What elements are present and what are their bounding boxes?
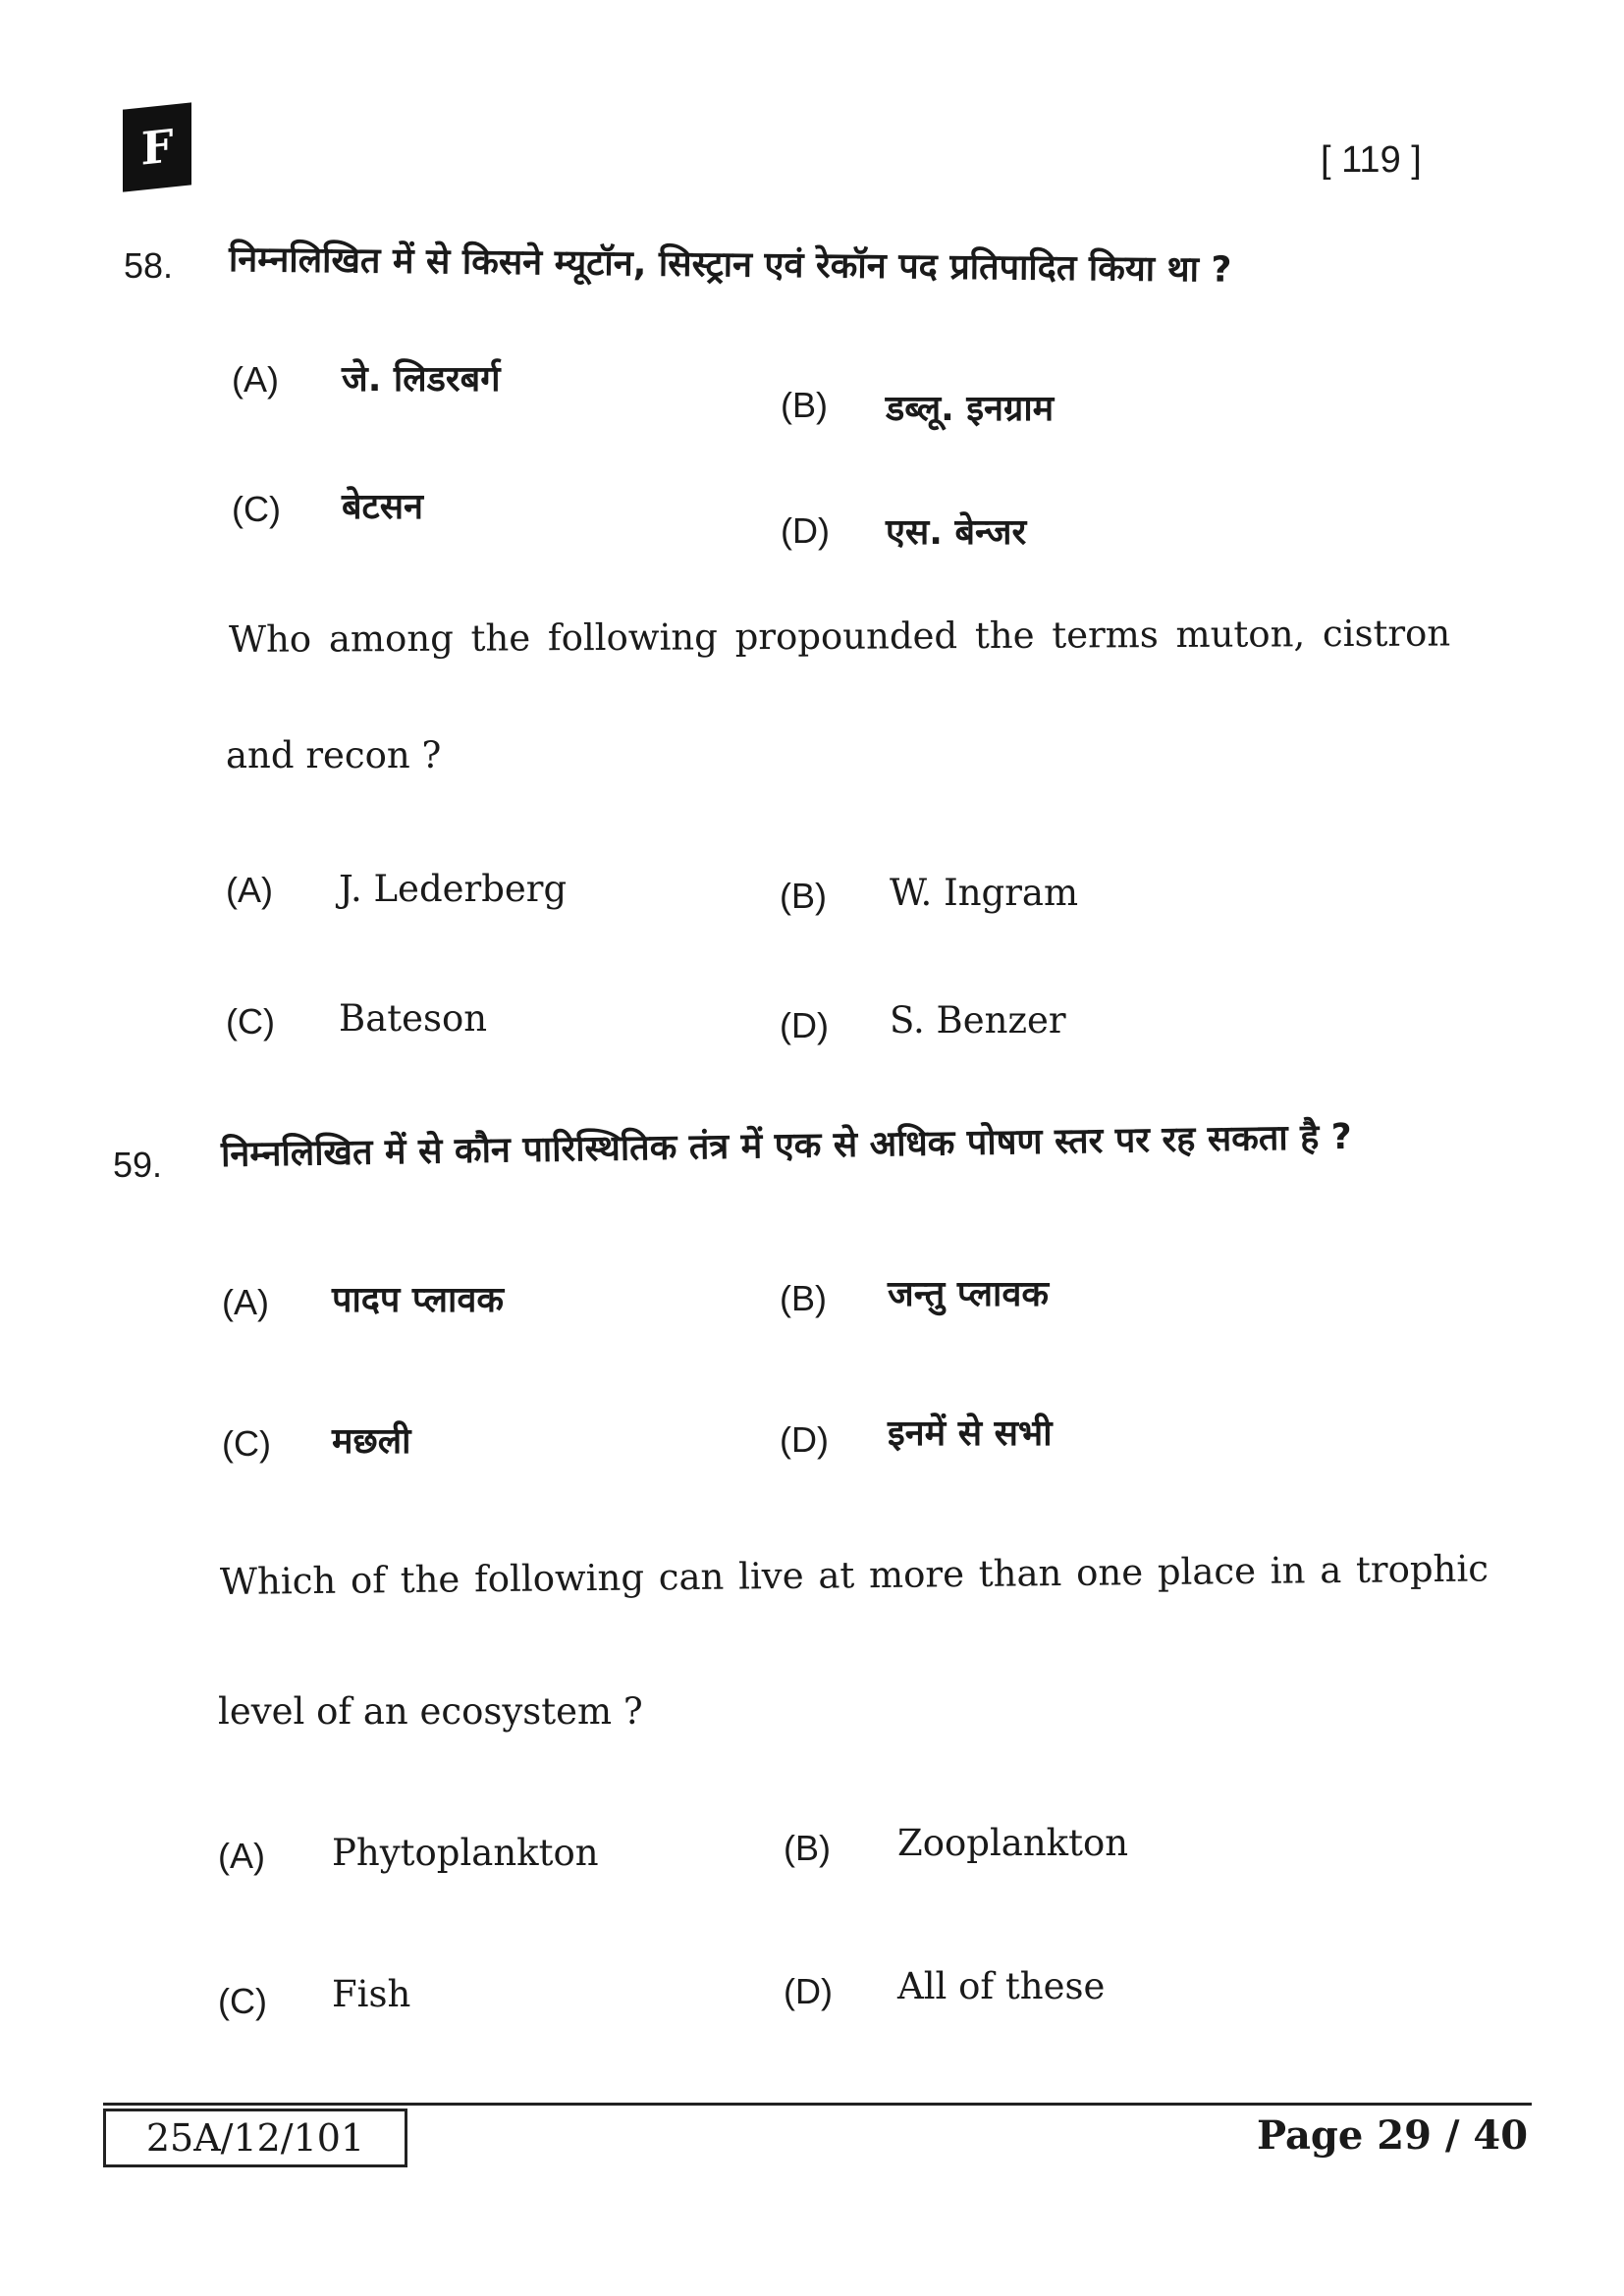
option-label: (D) (780, 1419, 829, 1460)
option-label: (B) (780, 876, 827, 916)
page-number: Page 29 / 40 (1257, 2112, 1529, 2159)
option-text-english: S. Benzer (890, 999, 1066, 1041)
option-text-hindi: जे. लिडरबर्ग (342, 359, 501, 400)
option-label: (D) (780, 1005, 829, 1045)
option-label: (C) (226, 1001, 275, 1041)
option-text-english: W. Ingram (890, 872, 1079, 914)
option-label: (B) (784, 1828, 831, 1868)
option-text-hindi: एस. बेन्जर (886, 512, 1027, 553)
option-text-hindi: पादप प्लावक (332, 1280, 505, 1320)
option-text-hindi: बेटसन (342, 487, 424, 527)
question-text-english: level of an ecosystem ? (218, 1690, 643, 1733)
question-text-english: Who among the following propounded the terms muton, cistron (228, 612, 1451, 661)
page-reference: [ 119 ] (1321, 139, 1422, 181)
option-label: (A) (218, 1836, 265, 1876)
option-label: (B) (780, 1278, 827, 1318)
option-text-hindi: इनमें से सभी (888, 1414, 1053, 1454)
question-text-hindi: निम्नलिखित में से किसने म्यूटॉन, सिस्ट्रान एवं रेकॉन पद प्रतिपादित किया था ? (228, 240, 1232, 291)
question-text-english: Which of the following can live at more than one place in a trophic (219, 1547, 1489, 1603)
option-label: (C) (232, 489, 281, 529)
option-text-hindi: डब्लू. इनग्राम (886, 389, 1055, 429)
option-label: (C) (218, 1981, 267, 2021)
option-text-english: Phytoplankton (332, 1832, 599, 1874)
option-label: (C) (222, 1423, 271, 1464)
question-number: 58. (124, 245, 174, 286)
question-number: 59. (113, 1145, 163, 1185)
option-text-hindi: मछली (332, 1421, 411, 1462)
paper-code: 25A/12/101 (103, 2109, 407, 2167)
option-label: (D) (781, 510, 830, 551)
question-text-hindi: निम्नलिखित में से कौन पारिस्थितिक तंत्र में एक से अधिक पोषण स्तर पर रह सकता है ? (220, 1116, 1353, 1175)
option-label: (B) (781, 385, 828, 425)
option-label: (A) (226, 870, 273, 910)
option-text-english: J. Lederberg (339, 868, 568, 910)
option-text-english: Bateson (339, 997, 488, 1040)
option-label: (A) (222, 1282, 269, 1322)
option-label: (D) (784, 1971, 833, 2011)
option-text-hindi: जन्तु प्लावक (888, 1274, 1049, 1314)
option-label: (A) (232, 359, 279, 400)
footer-divider (103, 2103, 1532, 2106)
set-code-badge: F (123, 102, 191, 191)
question-text-english: and recon ? (226, 734, 442, 776)
option-text-english: Fish (332, 1973, 411, 2015)
option-text-english: Zooplankton (897, 1822, 1129, 1864)
option-text-english: All of these (897, 1965, 1106, 2007)
